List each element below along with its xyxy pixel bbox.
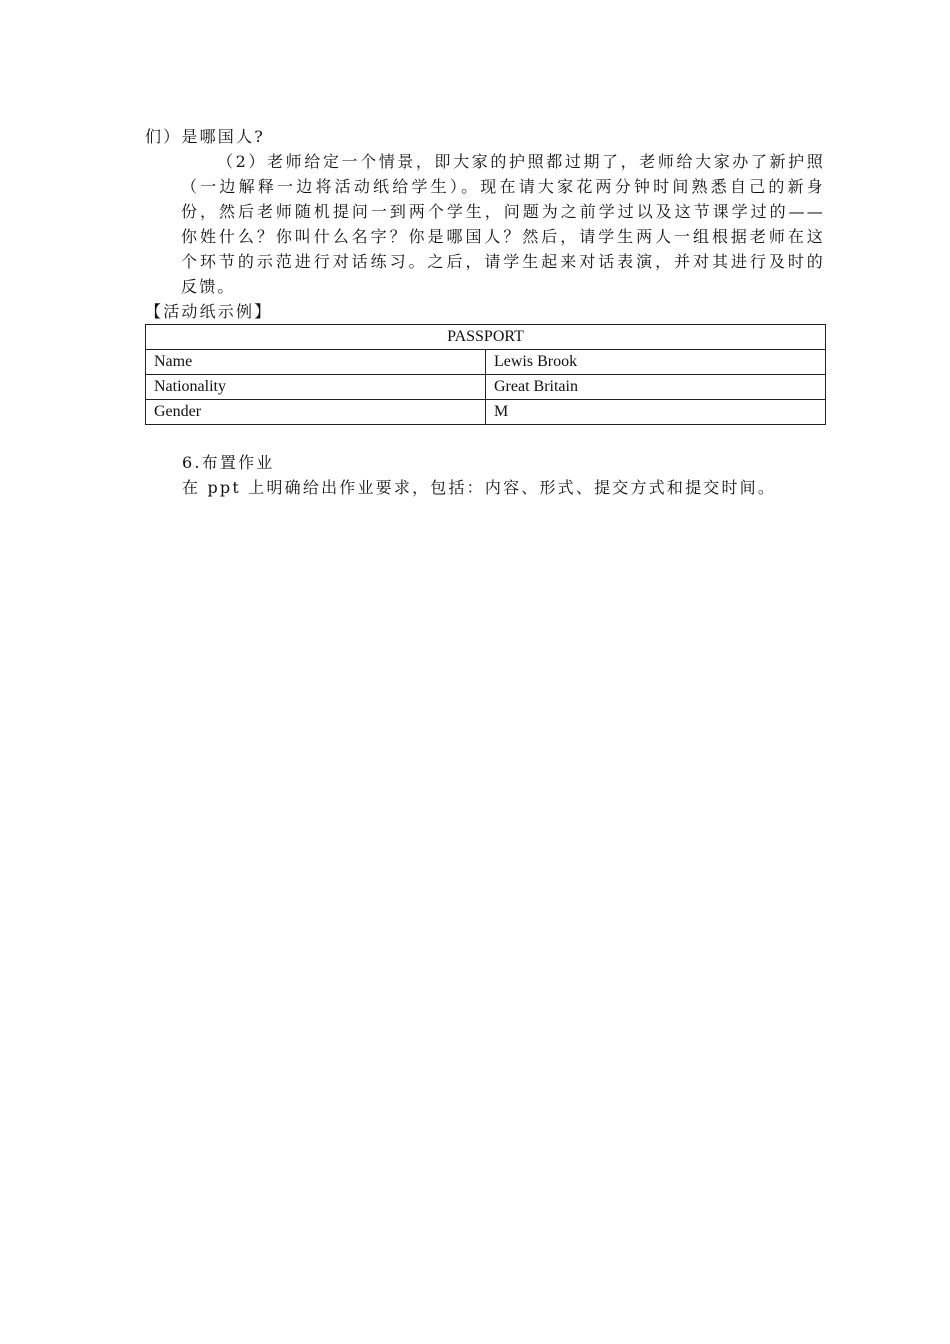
table-row xyxy=(146,350,826,375)
paragraph-line: 个环节的示范进行对话练习。之后，请学生起来对话表演，并对其进行及时的 xyxy=(181,252,825,271)
continuation-line: 们）是哪国人? xyxy=(145,127,265,146)
passport-field-value: Great Britain xyxy=(486,375,826,400)
section-heading: 6.布置作业 xyxy=(182,453,275,472)
table-row xyxy=(146,400,826,425)
paragraph-line: 份，然后老师随机提问一到两个学生，问题为之前学过以及这节课学过的—— xyxy=(181,202,825,221)
passport-field-value: Lewis Brook xyxy=(486,350,826,375)
passport-field-label: Gender xyxy=(146,400,486,425)
homework-section xyxy=(145,450,825,500)
paragraph-line: （2）老师给定一个情景，即大家的护照都过期了，老师给大家办了新护照 xyxy=(217,152,825,171)
homework-body: 在 ppt 上明确给出作业要求，包括：内容、形式、提交方式和提交时间。 xyxy=(182,478,777,497)
passport-field-label: Name xyxy=(146,350,486,375)
passport-title: PASSPORT xyxy=(146,325,826,350)
example-label: 【活动纸示例】 xyxy=(145,302,273,321)
paragraph-line: 反馈。 xyxy=(181,277,236,296)
instruction-paragraph xyxy=(145,149,825,299)
passport-field-label: Nationality xyxy=(146,375,486,400)
document-page xyxy=(145,124,825,500)
passport-table xyxy=(145,324,826,425)
table-row xyxy=(146,375,826,400)
paragraph-line: （一边解释一边将活动纸给学生）。现在请大家花两分钟时间熟悉自己的新身 xyxy=(181,177,825,196)
passport-header-row xyxy=(146,325,826,350)
passport-field-value: M xyxy=(486,400,826,425)
paragraph-line: 你姓什么？你叫什么名字？你是哪国人？然后，请学生两人一组根据老师在这 xyxy=(181,227,825,246)
